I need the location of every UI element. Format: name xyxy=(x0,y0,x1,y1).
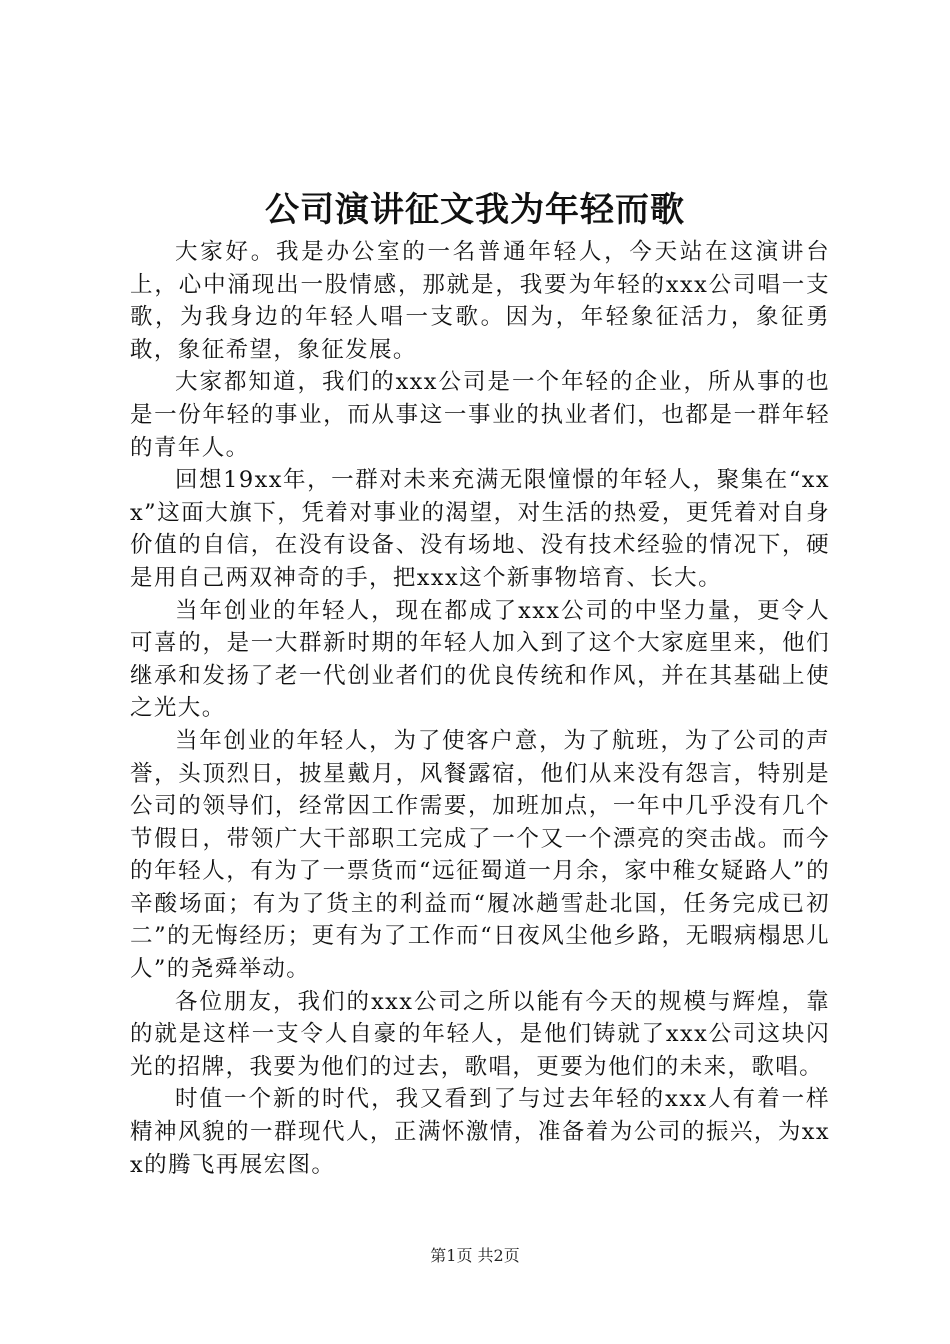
paragraph: 大家都知道，我们的xxx公司是一个年轻的企业，所从事的也是一份年轻的事业，而从事这一事业的执业者们，也都是一群年轻的青年人。 xyxy=(130,369,830,461)
paragraph: 各位朋友，我们的xxx公司之所以能有今天的规模与辉煌，靠的就是这样一支令人自豪的年轻人，是他们铸就了xxx公司这块闪光的招牌，我要为他们的过去，歌唱，更要为他们的未来，歌唱。 xyxy=(130,988,830,1080)
paragraph: 当年创业的年轻人，为了使客户意，为了航班，为了公司的声誉，头顶烈日，披星戴月，风餐露宿，他们从来没有怨言，特别是公司的领导们，经常因工作需要，加班加点，一年中几乎没有几个节假日，带领广大干部职工完成了一个又一个漂亮的突击战。而今的年轻人，有为了一票货而“远征蜀道一月余，家中稚女疑路人”的辛酸场面；有为了货主的利益而“履冰趟雪赴北国，任务完成已初二”的无悔经历；更有为了工作而“日夜风尘他乡路，无暇病榻思儿人”的尧舜举动。 xyxy=(130,727,830,983)
document-title: 公司演讲征文我为年轻而歌 xyxy=(265,190,685,230)
page-number-footer: 第1页 共2页 xyxy=(430,1246,520,1265)
paragraph: 大家好。我是办公室的一名普通年轻人，今天站在这演讲台上，心中涌现出一股情感，那就是，我要为年轻的xxx公司唱一支歌，为我身边的年轻人唱一支歌。因为，年轻象征活力，象征勇敢，象征希望，象征发展。 xyxy=(130,239,830,363)
paragraph: 时值一个新的时代，我又看到了与过去年轻的xxx人有着一样精神风貌的一群现代人，正满怀激情，准备着为公司的振兴，为xxx的腾飞再展宏图。 xyxy=(130,1086,830,1178)
paragraph: 回想19xx年，一群对未来充满无限憧憬的年轻人，聚集在“xxx”这面大旗下，凭着对事业的渴望，对生活的热爱，更凭着对自身价值的自信，在没有设备、没有场地、没有技术经验的情况下，硬是用自己两双神奇的手，把xxx这个新事物培育、长大。 xyxy=(130,467,830,591)
paragraph: 当年创业的年轻人，现在都成了xxx公司的中坚力量，更令人可喜的，是一大群新时期的年轻人加入到了这个大家庭里来，他们继承和发扬了老一代创业者们的优良传统和作风，并在其基础上使之光大。 xyxy=(130,597,830,722)
document-body xyxy=(130,236,830,1181)
